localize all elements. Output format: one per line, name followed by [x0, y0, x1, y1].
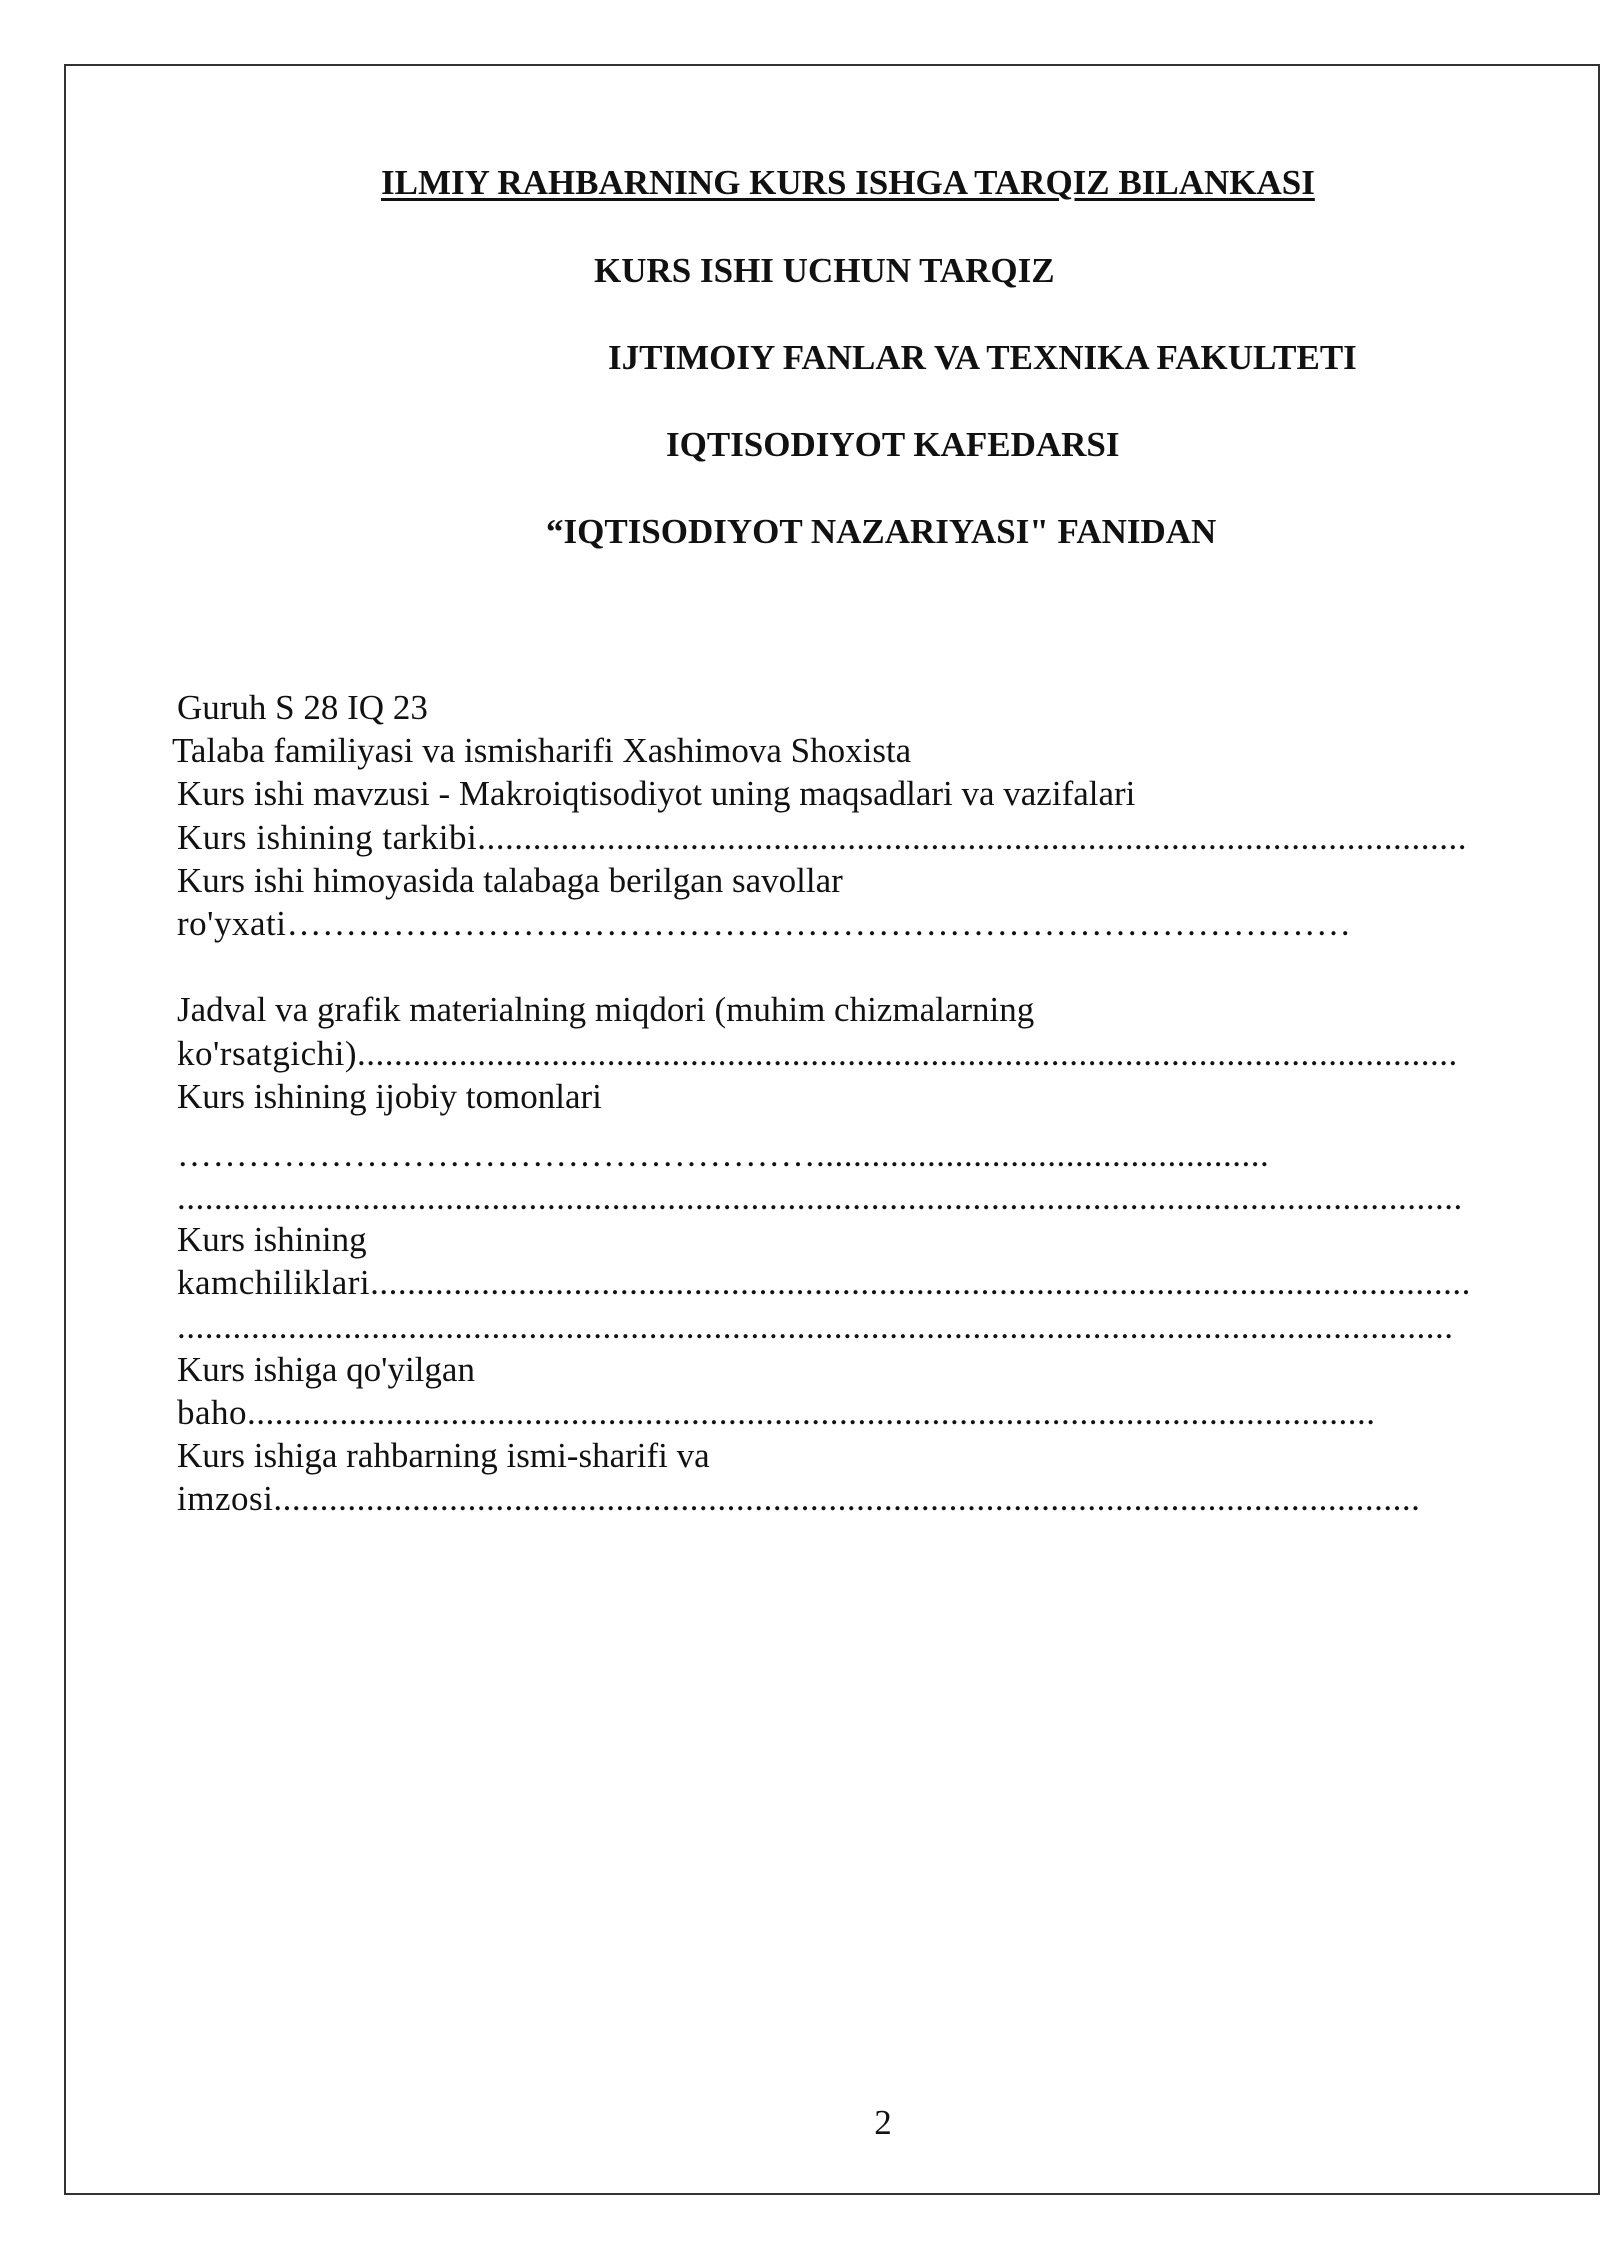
- grade-label: Kurs ishiga qo'yilgan: [177, 1350, 475, 1389]
- shortcomings-line-1: kamchiliklari.......................................................................................................................: [177, 1263, 1471, 1302]
- materials-indicator-line: ko'rsatgichi).......................................................................................................................: [177, 1034, 1458, 1073]
- group-line: Guruh S 28 IQ 23: [177, 688, 428, 727]
- shortcomings-line-2: ..........................................................................................................................................: [177, 1307, 1454, 1346]
- student-name-line: Talaba familiyasi va ismisharifi Xashimova Shoxista: [172, 731, 912, 770]
- grade-line: baho..........................................................................................................................: [177, 1393, 1376, 1432]
- questions-label: Kurs ishi himoyasida talabaga berilgan savollar: [177, 861, 843, 900]
- positives-label: Kurs ishining ijobiy tomonlari: [177, 1077, 602, 1116]
- questions-list-line: ro'yxati………………………………………………………………………………: [177, 904, 1352, 943]
- positives-line-2: ...........................................................................................................................................: [177, 1178, 1463, 1217]
- page-border: [64, 64, 1600, 2195]
- document-subtitle: KURS ISHI UCHUN TARQIZ: [594, 251, 1055, 290]
- materials-label: Jadval va grafik materialning miqdori (muhim chizmalarning: [177, 990, 1035, 1029]
- supervisor-label: Kurs ishiga rahbarning ismi-sharifi va: [177, 1436, 710, 1475]
- positives-line-1: ……………………………………………….................................................: [177, 1135, 1270, 1174]
- supervisor-signature-line: imzosi............................................................................................................................: [177, 1479, 1421, 1518]
- subject-heading: “IQTISODIYOT NAZARIYASI" FANIDAN: [546, 512, 1217, 551]
- page-number: 2: [874, 2103, 892, 2142]
- document-title: ILMIY RAHBARNING KURS ISHGA TARQIZ BILANKASI: [381, 163, 1315, 202]
- structure-line: Kurs ishining tarkibi...........................................................................................................: [177, 818, 1467, 857]
- department-heading: IQTISODIYOT KAFEDARSI: [666, 425, 1120, 464]
- topic-line: Kurs ishi mavzusi - Makroiqtisodiyot uning maqsadlari va vazifalari: [177, 774, 1136, 813]
- faculty-heading: IJTIMOIY FANLAR VA TEXNIKA FAKULTETI: [608, 338, 1357, 377]
- shortcomings-label: Kurs ishining: [177, 1220, 367, 1259]
